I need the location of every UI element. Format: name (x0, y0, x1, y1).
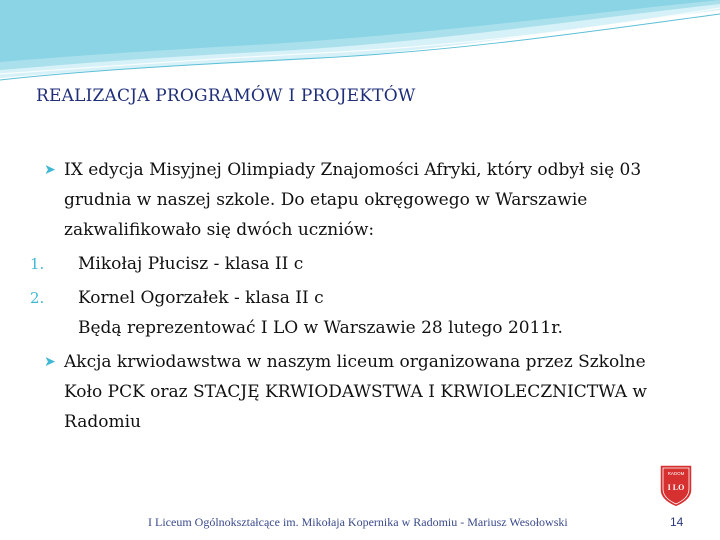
list-text: Kornel Ogorzałek - klasa II c (78, 288, 324, 308)
list-text: Mikołaj Płucisz - klasa II c (78, 254, 304, 274)
list-note: Będą reprezentować I LO w Warszawie 28 lutego 2011r. (78, 318, 563, 338)
bullet-item-blood-donation (40, 347, 680, 437)
slide-title: REALIZACJA PROGRAMÓW I PROJEKTÓW (36, 86, 416, 106)
list-item (30, 249, 680, 279)
school-crest-logo (656, 462, 696, 508)
bullet-arrow-icon: ➤ (44, 354, 56, 370)
list-number: 2. (30, 289, 45, 307)
slide-content (30, 155, 680, 437)
slide-footer: I Liceum Ogólnokształcące im. Mikołaja Kopernika w Radomiu - Mariusz Wesołowski (148, 515, 568, 529)
header-waves-decoration (0, 0, 720, 90)
bullet-text: Akcja krwiodawstwa w naszym liceum organizowana przez Szkolne Koło PCK oraz STACJĘ KRWIODAWSTWA I KRWIOLECZNICTWA w Radomiu (64, 352, 647, 432)
bullet-text: IX edycja Misyjnej Olimpiady Znajomości Afryki, który odbył się 03 grudnia w naszej szkole. Do etapu okręgowego w Warszawie zakwalifikowało się dwóch uczniów: (64, 160, 642, 240)
logo-text-top: RADOM (667, 471, 685, 476)
bullet-item-olympiad (40, 155, 680, 245)
bullet-arrow-icon: ➤ (44, 162, 56, 178)
list-item (30, 283, 680, 313)
list-number: 1. (30, 255, 45, 273)
logo-text-center: I LO (667, 483, 685, 492)
page-number: 14 (670, 515, 684, 529)
